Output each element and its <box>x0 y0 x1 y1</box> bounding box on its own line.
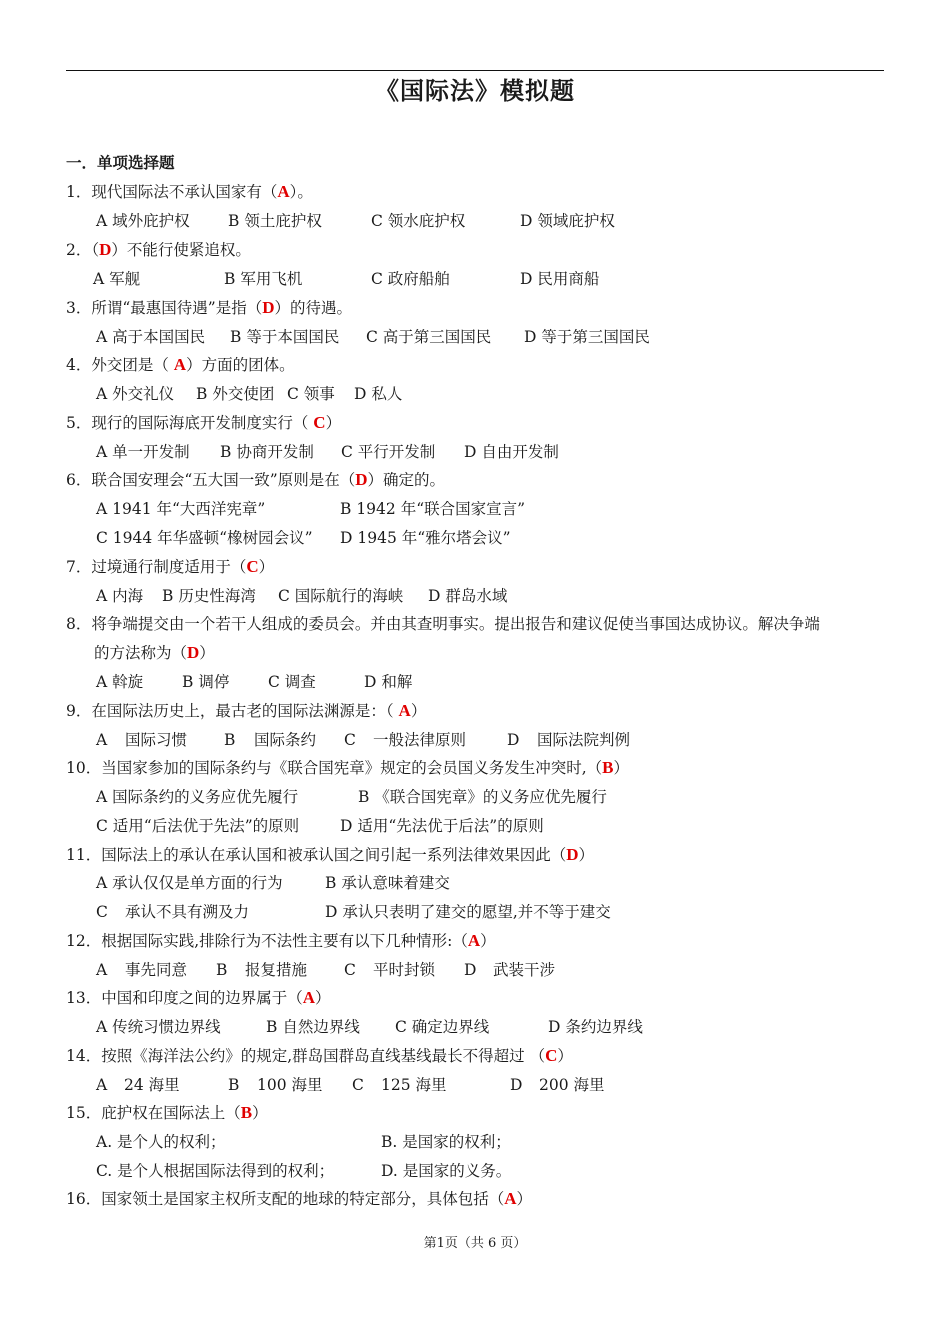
option: D 适用“先法优于后法”的原则 <box>340 817 544 835</box>
option-letter: A <box>96 731 108 749</box>
option: D 承认只表明了建交的愿望,并不等于建交 <box>325 903 611 921</box>
option: A 高于本国国民 <box>96 328 206 346</box>
option: B 历史性海湾 <box>162 587 256 605</box>
question-14: 14．按照《海洋法公约》的规定,群岛国群岛直线基线最长不得超过 （C） <box>66 1046 573 1065</box>
option: B 调停 <box>182 673 230 691</box>
option: C 领事 <box>287 385 335 403</box>
option: D 和解 <box>364 673 413 691</box>
question-8: 8．将争端提交由一个若干人组成的委员会。并由其查明事实。提出报告和建议促使当事国达成协议。解决争端 <box>66 615 820 633</box>
option: B 领土庇护权 <box>228 212 322 230</box>
question-6: 6．联合国安理会“五大国一致”原则是在（D）确定的。 <box>66 470 446 489</box>
question-4: 4．外交团是（ A）方面的团体。 <box>66 355 295 374</box>
page-title: 《国际法》模拟题 <box>375 76 575 105</box>
option: A 域外庇护权 <box>96 212 190 230</box>
option: 平时封锁 <box>373 961 436 979</box>
question-8-cont: 的方法称为（D） <box>94 643 215 662</box>
answer-12: A <box>467 931 481 950</box>
option-letter: D <box>507 731 520 749</box>
option: B 自然边界线 <box>266 1018 360 1036</box>
question-11: 11．国际法上的承认在承认国和被承认国之间引起一系列法律效果因此（D） <box>66 845 595 864</box>
option: B 《联合国宪章》的义务应优先履行 <box>358 788 607 806</box>
option-letter: D <box>510 1076 523 1094</box>
answer-1: A <box>277 182 290 201</box>
answer-9: A <box>398 701 411 720</box>
option: D 条约边界线 <box>548 1018 643 1036</box>
question-15: 15．庇护权在国际法上（B） <box>66 1103 268 1122</box>
answer-4: A <box>173 355 187 374</box>
option-letter: B <box>224 731 236 749</box>
option: A 1941 年“大西洋宪章” <box>96 500 266 518</box>
option: 报复措施 <box>245 961 308 979</box>
option: B 军用飞机 <box>224 270 303 288</box>
option: A 国际条约的义务应优先履行 <box>96 788 299 806</box>
answer-3: D <box>262 298 275 317</box>
question-10: 10．当国家参加的国际条约与《联合国宪章》规定的会员国义务发生冲突时,（B） <box>66 758 630 777</box>
header-rule <box>66 70 884 71</box>
option-letter: C <box>96 903 108 921</box>
page-footer: 第1页（共 6 页） <box>423 1236 527 1251</box>
option: C 调查 <box>268 673 316 691</box>
answer-10: B <box>602 758 614 777</box>
option: D 等于第三国国民 <box>524 328 650 346</box>
option-letter: C <box>352 1076 364 1094</box>
answer-14: C <box>545 1046 558 1065</box>
option: D 群岛水域 <box>428 587 508 605</box>
option: C 领水庇护权 <box>371 212 466 230</box>
option: 事先同意 <box>125 961 188 979</box>
option: D 民用商船 <box>520 270 600 288</box>
question-3: 3．所谓“最惠国待遇”是指（D）的待遇。 <box>66 298 353 317</box>
option: A 单一开发制 <box>96 443 190 461</box>
answer-6: D <box>355 470 368 489</box>
question-2: 2．（D）不能行使紧追权。 <box>66 240 251 259</box>
option: C 政府船舶 <box>371 270 450 288</box>
option: C 平行开发制 <box>341 443 436 461</box>
option: B 外交使团 <box>196 385 275 403</box>
question-13: 13．中国和印度之间的边界属于（A） <box>66 988 331 1007</box>
question-1: 1．现代国际法不承认国家有（A）。 <box>66 182 313 201</box>
question-7: 7．过境通行制度适用于（C） <box>66 557 275 576</box>
question-5: 5．现行的国际海底开发制度实行（ C） <box>66 413 342 432</box>
option: 国际法院判例 <box>537 731 631 749</box>
question-9: 9．在国际法历史上，最古老的国际法渊源是：（ A） <box>66 701 427 720</box>
option: D 领域庇护权 <box>520 212 615 230</box>
answer-13: A <box>302 988 316 1007</box>
option: 国际条约 <box>254 731 317 749</box>
option: 国际习惯 <box>125 731 188 749</box>
option-letter: D <box>464 961 477 979</box>
section-title: 一．单项选择题 <box>66 153 175 172</box>
option-letter: A <box>96 1076 108 1094</box>
option: 武装干涉 <box>493 961 556 979</box>
option-letter: C <box>344 961 356 979</box>
option: C 国际航行的海峡 <box>278 587 404 605</box>
option: A 军舰 <box>93 270 141 288</box>
option: C 确定边界线 <box>395 1018 490 1036</box>
answer-2: D <box>99 240 112 259</box>
option-letter: C <box>344 731 356 749</box>
option: C. 是个人根据国际法得到的权利； <box>96 1162 335 1180</box>
answer-5: C <box>313 413 326 432</box>
option: B 协商开发制 <box>220 443 314 461</box>
answer-16: A <box>504 1189 517 1208</box>
option: A 承认仅仅是单方面的行为 <box>96 874 283 892</box>
question-16: 16．国家领土是国家主权所支配的地球的特定部分，具体包括（A） <box>66 1189 533 1208</box>
option: 24 海里 <box>124 1076 180 1094</box>
option: B 等于本国国民 <box>230 328 340 346</box>
option: D 1945 年“雅尔塔会议” <box>340 529 511 547</box>
option: C 适用“后法优于先法”的原则 <box>96 817 300 835</box>
option: A 斡旋 <box>96 673 144 691</box>
option: D 自由开发制 <box>464 443 559 461</box>
option: A 内海 <box>96 587 144 605</box>
option: C 高于第三国国民 <box>366 328 492 346</box>
option: 125 海里 <box>381 1076 447 1094</box>
answer-8: D <box>187 643 200 662</box>
option: C 1944 年华盛顿“橡树园会议” <box>96 529 313 547</box>
option: D. 是国家的义务。 <box>381 1162 512 1180</box>
answer-15: B <box>240 1103 253 1122</box>
option-letter: B <box>228 1076 240 1094</box>
option: B 承认意味着建交 <box>325 874 450 892</box>
option: 承认不具有溯及力 <box>125 903 250 921</box>
option: A 外交礼仪 <box>96 385 175 403</box>
option: A 传统习惯边界线 <box>96 1018 221 1036</box>
option-letter: B <box>216 961 228 979</box>
option: A. 是个人的权利； <box>96 1133 226 1151</box>
option: D 私人 <box>354 385 403 403</box>
question-12: 12．根据国际实践,排除行为不法性主要有以下几种情形:（A） <box>66 931 496 950</box>
option: 100 海里 <box>257 1076 323 1094</box>
option: B. 是国家的权利； <box>381 1133 511 1151</box>
option-letter: A <box>96 961 108 979</box>
answer-7: C <box>246 557 259 576</box>
option: B 1942 年“联合国家宣言” <box>340 500 526 518</box>
answer-11: D <box>566 845 579 864</box>
option: 一般法律原则 <box>373 731 467 749</box>
option: 200 海里 <box>539 1076 605 1094</box>
